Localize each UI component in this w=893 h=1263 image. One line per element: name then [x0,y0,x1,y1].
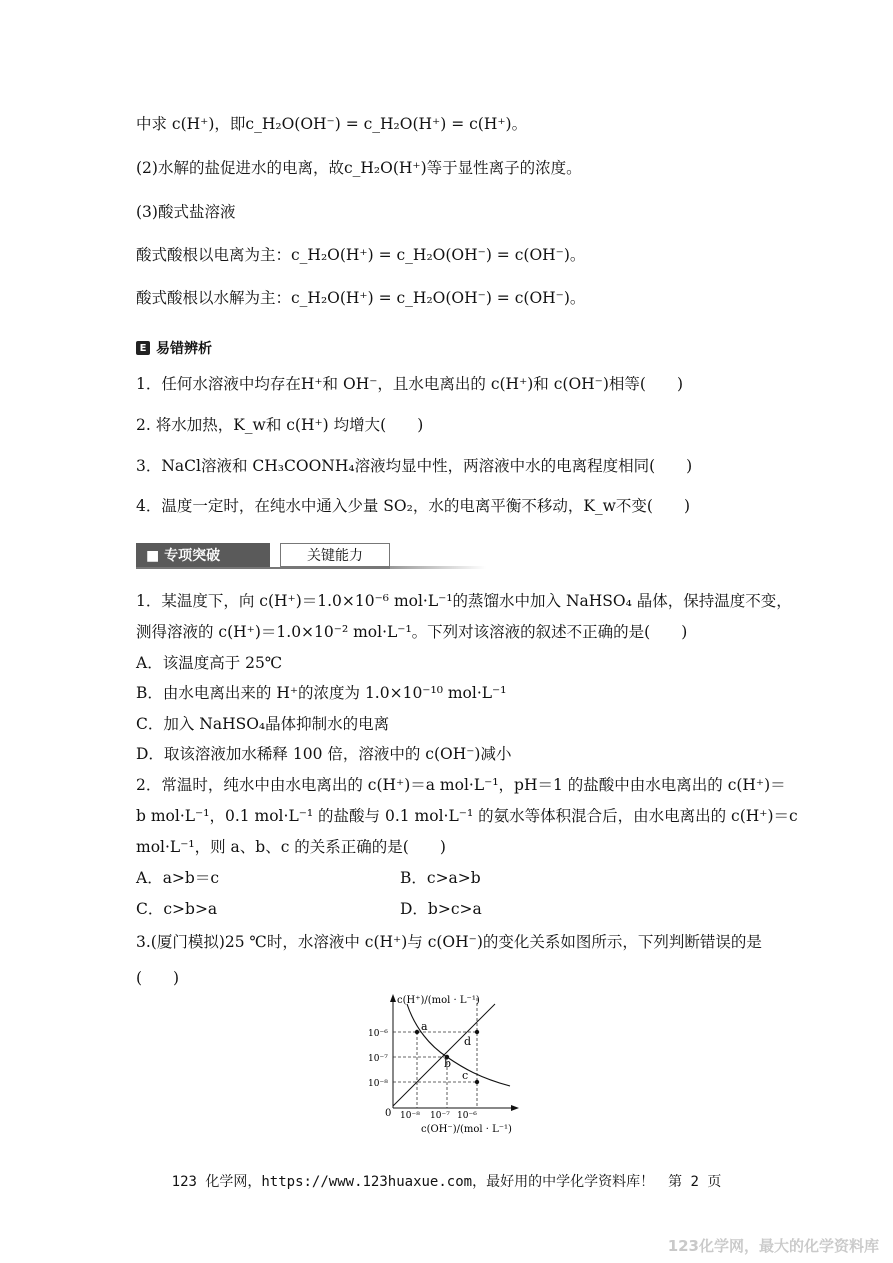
question-line: ( ) [136,969,180,987]
watermark: 123化学网，最大的化学资料库 [667,1237,879,1255]
text-line: 中求 c(H⁺)，即c_H₂O(OH⁻) = c_H₂O(H⁺) = c(H⁺)。 [136,115,528,133]
q2-option-d: D．b>c>a [400,900,482,918]
x-axis-label: c(OH⁻)/(mol · L⁻¹) [421,1124,512,1135]
point-d-label: d [464,1035,472,1048]
error-analysis-title: 易错辨析 [156,341,212,357]
x-axis-arrow [511,1105,519,1111]
origin-label: 0 [385,1108,392,1119]
section-e-icon: E [136,341,150,355]
text-line: 酸式酸根以电离为主：c_H₂O(H⁺) = c_H₂O(OH⁻) = c(OH⁻)。 [136,246,586,264]
point-d [475,1030,479,1034]
point-a [415,1030,419,1034]
point-b-label: b [444,1057,452,1070]
banner-fade [390,566,486,569]
question-line: 1．某温度下，向 c(H⁺)＝1.0×10⁻⁶ mol·L⁻¹的蒸馏水中加入 NaHSO₄ 晶体，保持温度不变， [136,592,792,610]
ion-product-figure [355,988,535,1138]
x-tick-7: 10⁻⁷ [430,1111,450,1121]
option-line: A．该温度高于 25℃ [136,654,283,672]
banner-key-ability: 关键能力 [280,543,390,567]
point-c [475,1080,479,1084]
question-line: 测得溶液的 c(H⁺)＝1.0×10⁻² mol·L⁻¹。下列对该溶液的叙述不正确的是( ) [136,623,688,641]
y-axis-arrow [390,994,396,1002]
banner-special-topic: ■ 专项突破 [136,543,270,567]
question-line: 2．常温时，纯水中由水电离出的 c(H⁺)＝a mol·L⁻¹，pH＝1 的盐酸中由水电离出的 c(H⁺)＝ [136,776,786,794]
question-line: 3.(厦门模拟)25 ℃时，水溶液中 c(H⁺)与 c(OH⁻)的变化关系如图所示，下列判断错误的是 [136,933,762,951]
error-item: 1．任何水溶液中均存在H⁺和 OH⁻，且水电离出的 c(H⁺)和 c(OH⁻)相等( ) [136,375,683,393]
section-banner [136,540,486,570]
x-tick-6: 10⁻⁶ [457,1111,477,1121]
q2-option-c: C．c>b>a [136,900,218,918]
text-line: (3)酸式盐溶液 [136,203,236,221]
error-item: 3．NaCl溶液和 CH₃COONH₄溶液均显中性，两溶液中水的电离程度相同( ) [136,457,693,475]
error-item: 2. 将水加热，K_w和 c(H⁺) 均增大( ) [136,416,424,434]
error-analysis-heading [136,338,212,358]
error-item: 4．温度一定时，在纯水中通入少量 SO₂，水的电离平衡不移动，K_w不变( ) [136,497,691,515]
point-a-label: a [421,1020,428,1033]
banner-rule [136,567,390,569]
y-tick-8: 10⁻⁸ [368,1079,388,1089]
x-tick-8: 10⁻⁸ [400,1111,420,1121]
ion-product-curve [407,1004,510,1086]
option-line: C．加入 NaHSO₄晶体抑制水的电离 [136,715,390,733]
option-line: B．由水电离出来的 H⁺的浓度为 1.0×10⁻¹⁰ mol·L⁻¹ [136,684,507,702]
question-line: b mol·L⁻¹，0.1 mol·L⁻¹ 的盐酸与 0.1 mol·L⁻¹ 的氨水等体积混合后，由水电离出的 c(H⁺)＝c [136,807,798,825]
text-line: 酸式酸根以水解为主：c_H₂O(H⁺) = c_H₂O(OH⁻) = c(OH⁻)。 [136,289,586,307]
q2-option-b: B．c>a>b [400,869,481,887]
point-c-label: c [462,1069,469,1082]
y-tick-7: 10⁻⁷ [368,1054,388,1064]
y-tick-6: 10⁻⁶ [368,1029,388,1039]
question-line: mol·L⁻¹，则 a、b、c 的关系正确的是( ) [136,838,446,856]
option-line: D．取该溶液加水稀释 100 倍，溶液中的 c(OH⁻)减小 [136,745,512,763]
page-footer: 123 化学网，https://www.123huaxue.com，最好用的中学化学资料库！ 第 2 页 [171,1174,722,1190]
q2-option-a: A．a>b＝c [136,869,220,887]
text-line: (2)水解的盐促进水的电离，故c_H₂O(H⁺)等于显性离子的浓度。 [136,159,582,177]
y-axis-label: c(H⁺)/(mol · L⁻¹) [397,995,480,1006]
